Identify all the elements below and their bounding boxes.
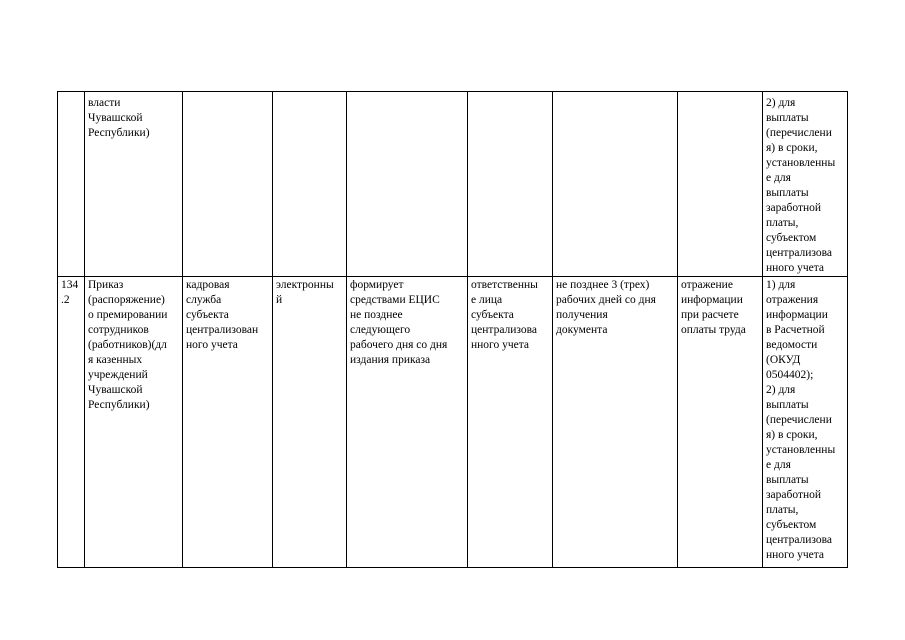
document-table: [57, 91, 848, 568]
purpose-cell: 1) для отражения информации в Расчетной ведомости (ОКУД 0504402); 2) для выплаты (перечислени я) в сроки, установленны е для выплаты заработной платы, субъектом централизова нного учета: [763, 277, 848, 568]
creation-procedure-cell: [347, 92, 468, 277]
document-name-cell: Приказ (распоряжение) о премировании сотрудников (работников)(дл я казенных учреждений Чувашской Республики): [85, 277, 183, 568]
table-row: [58, 277, 848, 568]
table-row: [58, 92, 848, 277]
deadline-cell: не позднее 3 (трех) рабочих дней со дня получения документа: [553, 277, 678, 568]
responsible-unit-cell: [183, 92, 273, 277]
deadline-cell: [553, 92, 678, 277]
purpose-cell: 2) для выплаты (перечислени я) в сроки, установленны е для выплаты заработной платы, субъектом централизова нного учета: [763, 92, 848, 277]
row-number-cell: [58, 92, 85, 277]
recipient-cell: ответственны е лица субъекта централизова нного учета: [468, 277, 553, 568]
creation-procedure-cell: формирует средствами ЕЦИС не позднее следующего рабочего дня со дня издания приказа: [347, 277, 468, 568]
recipient-cell: [468, 92, 553, 277]
row-number-cell: 134 .2: [58, 277, 85, 568]
action-cell: отражение информации при расчете оплаты труда: [678, 277, 763, 568]
document-name-cell: власти Чувашской Республики): [85, 92, 183, 277]
document-form-cell: [273, 92, 347, 277]
responsible-unit-cell: кадровая служба субъекта централизован ного учета: [183, 277, 273, 568]
action-cell: [678, 92, 763, 277]
document-form-cell: электронны й: [273, 277, 347, 568]
